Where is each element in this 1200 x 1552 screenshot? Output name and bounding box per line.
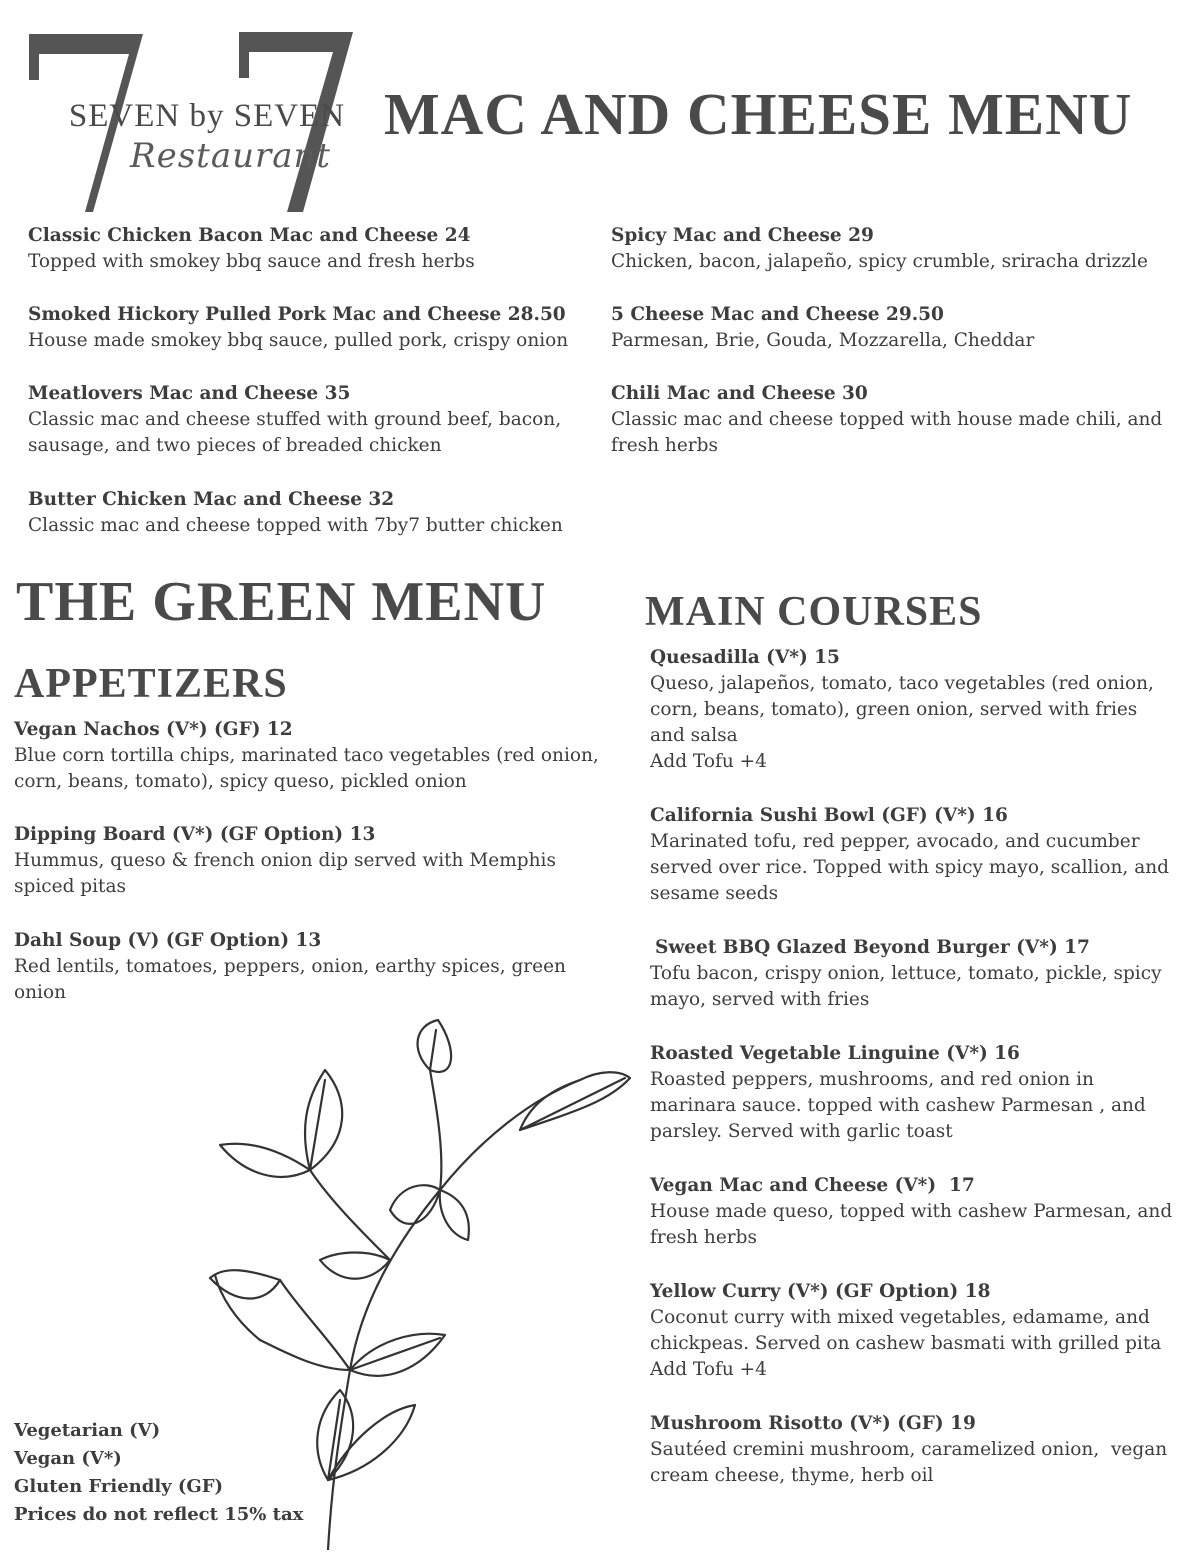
legend	[14, 1417, 303, 1529]
green-menu-title: THE GREEN MENU	[16, 571, 547, 633]
legend-tax-note: Prices do not reflect 15% tax	[14, 1504, 304, 1525]
menu-item	[14, 717, 604, 795]
item-desc: Sautéed cremini mushroom, caramelized onion, vegan cream cheese, thyme, herb oil	[650, 1439, 1174, 1486]
item-desc: Red lentils, tomatoes, peppers, onion, earthy spices, green onion	[14, 956, 566, 1003]
menu-item	[611, 381, 1171, 459]
menu-item	[650, 1173, 1180, 1251]
item-extra: Add Tofu +4	[650, 751, 767, 772]
menu-item	[14, 928, 574, 1006]
menu-item	[28, 381, 573, 459]
item-desc: Blue corn tortilla chips, marinated taco vegetables (red onion, corn, beans, tomato), spicy queso, pickled onion	[14, 745, 599, 792]
item-name: California Sushi Bowl (GF) (V*) 16	[650, 805, 1008, 826]
menu-item	[611, 302, 1171, 354]
item-desc: Classic mac and cheese topped with 7by7 butter chicken	[28, 515, 563, 536]
item-desc: Parmesan, Brie, Gouda, Mozzarella, Cheddar	[611, 330, 1035, 351]
item-desc: Queso, jalapeños, tomato, taco vegetables (red onion, corn, beans, tomato), green onion, served with fries and salsa	[650, 673, 1154, 746]
item-name: Roasted Vegetable Linguine (V*) 16	[650, 1043, 1020, 1064]
legend-vegetarian: Vegetarian (V)	[14, 1420, 161, 1441]
item-desc: Coconut curry with mixed vegetables, edamame, and chickpeas. Served on cashew basmati with grilled pita	[650, 1307, 1162, 1354]
appetizers-title: APPETIZERS	[14, 661, 288, 707]
item-name: Butter Chicken Mac and Cheese 32	[28, 489, 395, 510]
item-desc: House made smokey bbq sauce, pulled pork, crispy onion	[28, 330, 569, 351]
item-name: Chili Mac and Cheese 30	[611, 383, 868, 404]
menu-item	[611, 223, 1171, 275]
item-name: Yellow Curry (V*) (GF Option) 18	[650, 1281, 991, 1302]
menu-item	[28, 302, 588, 354]
item-extra: Add Tofu +4	[650, 1359, 767, 1380]
item-desc: Classic mac and cheese topped with house made chili, and fresh herbs	[611, 409, 1163, 456]
item-name: Dipping Board (V*) (GF Option) 13	[14, 824, 376, 845]
item-name: Dahl Soup (V) (GF Option) 13	[14, 930, 322, 951]
item-name: Vegan Mac and Cheese (V*) 17	[650, 1175, 975, 1196]
menu-item	[28, 487, 588, 539]
item-desc: Topped with smokey bbq sauce and fresh herbs	[28, 251, 475, 272]
menu-item	[650, 1041, 1150, 1145]
item-desc: Hummus, queso & french onion dip served with Memphis spiced pitas	[14, 850, 556, 897]
item-desc: Tofu bacon, crispy onion, lettuce, tomato, pickle, spicy mayo, served with fries	[650, 963, 1162, 1010]
item-desc: Chicken, bacon, jalapeño, spicy crumble, sriracha drizzle	[611, 251, 1148, 272]
menu-item	[650, 803, 1180, 907]
logo-name: SEVEN by SEVEN	[68, 98, 346, 134]
item-name: Smoked Hickory Pulled Pork Mac and Cheese 28.50	[28, 304, 566, 325]
item-desc: Roasted peppers, mushrooms, and red onion in marinara sauce. topped with cashew Parmesan , and parsley. Served with garlic toast	[650, 1069, 1146, 1142]
main-courses-title: MAIN COURSES	[645, 589, 983, 635]
menu-item	[650, 1411, 1180, 1489]
menu-item	[14, 822, 574, 900]
item-name: Meatlovers Mac and Cheese 35	[28, 383, 351, 404]
item-name: Vegan Nachos (V*) (GF) 12	[14, 719, 293, 740]
item-name: Classic Chicken Bacon Mac and Cheese 24	[28, 225, 471, 246]
menu-item	[650, 935, 1170, 1013]
item-name: 5 Cheese Mac and Cheese 29.50	[611, 304, 944, 325]
menu-item	[28, 223, 588, 275]
menu-item	[650, 645, 1170, 775]
item-name: Quesadilla (V*) 15	[650, 647, 840, 668]
item-name: Spicy Mac and Cheese 29	[611, 225, 874, 246]
item-desc: Classic mac and cheese stuffed with ground beef, bacon, sausage, and two pieces of breaded chicken	[28, 409, 562, 456]
menu-item	[650, 1279, 1170, 1383]
legend-gluten-friendly: Gluten Friendly (GF)	[14, 1476, 224, 1497]
restaurant-logo	[25, 28, 370, 218]
mac-menu-title: MAC AND CHEESE MENU	[384, 81, 1133, 147]
item-desc: House made queso, topped with cashew Parmesan, and fresh herbs	[650, 1201, 1173, 1248]
logo-script: Restaurant	[130, 136, 332, 176]
item-desc: Marinated tofu, red pepper, avocado, and cucumber served over rice. Topped with spicy mayo, scallion, and sesame seeds	[650, 831, 1169, 904]
legend-vegan: Vegan (V*)	[14, 1448, 122, 1469]
item-name: Mushroom Risotto (V*) (GF) 19	[650, 1413, 976, 1434]
item-name: Sweet BBQ Glazed Beyond Burger (V*) 17	[655, 937, 1090, 958]
